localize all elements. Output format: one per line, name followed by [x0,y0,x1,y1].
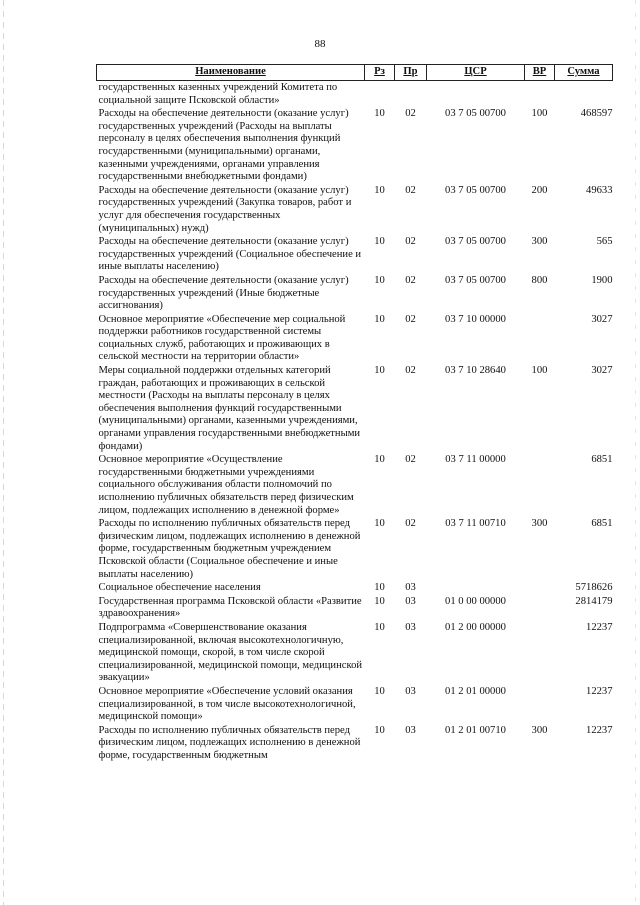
row-pr: 02 [405,454,416,466]
row-sum: 12237 [586,685,613,697]
row-rz: 10 [374,685,385,697]
row-sum: 5718626 [575,582,613,594]
row-name: Расходы по исполнению публичных обязательств перед физическим лицом, подлежащих исполнению в денежной форме, государственным бюджетным [98,724,361,761]
row-rz: 10 [374,365,385,377]
row-csr [427,81,525,108]
row-sum: 6851 [591,518,613,530]
row-name: Расходы на обеспечение деятельности (оказание услуг) государственных учреждений (Расходы на выплаты персоналу в целях обеспечения выполнения функций государственными (муниципальными) органами, казенными учреждениями, органами управления государственными внебюджетными фондами) [98,108,349,183]
table-row [97,453,613,517]
page-number: 88 [314,38,326,50]
row-name: Расходы на обеспечение деятельности (оказание услуг) государственных учреждений (Закупка товаров, работ и услуг для обеспечения государственных (муниципальных) нужд) [98,184,352,234]
row-name: Государственная программа Псковской области «Развитие здравоохранения» [98,595,362,620]
row-sum: 12237 [586,724,613,736]
row-vr [525,595,555,621]
row-vr [525,453,555,517]
row-vr [525,685,555,724]
row-vr: 300 [531,724,548,736]
row-pr: 03 [405,621,416,633]
row-name: Расходы по исполнению публичных обязательств перед физическим лицом, подлежащих исполнению в денежной форме, государственным бюджетным учреждением Псковской области (Социальное обеспечение и иные выплаты населению) [98,518,361,580]
row-rz: 10 [374,724,385,736]
table-row [97,621,613,685]
table-header-row [97,65,613,81]
table-row [97,81,613,108]
row-name: Социальное обеспечение населения [98,582,261,594]
row-csr [427,581,525,595]
row-csr: 01 2 01 00000 [445,685,506,697]
row-rz: 10 [374,236,385,248]
row-vr: 100 [531,365,548,377]
row-sum: 565 [596,236,613,248]
row-name: Меры социальной поддержки отдельных категорий граждан, работающих и проживающих в сельской местности (Расходы на выплаты персоналу в целях обеспечения выполнения функций государственными (муниципальными) органами, казенными учреждениями, органами управления государственными внебюджетными фондами) [98,365,361,452]
row-name: Расходы на обеспечение деятельности (оказание услуг) государственных учреждений (Иные бюджетные ассигнования) [98,274,349,312]
row-rz [365,81,395,108]
row-csr: 03 7 11 00000 [445,454,506,466]
row-vr [525,313,555,364]
row-name: Основное мероприятие «Обеспечение условий оказания специализированной, в том числе высокотехнологичной, медицинской помощи» [98,685,356,723]
header-csr: ЦСР [427,65,525,81]
row-vr [525,81,555,108]
row-name: Основное мероприятие «Осуществление государственными бюджетными учреждениями социального обслуживания области полномочий по исполнению публичных обязательств перед физическим лицом, подлежащих исполнению в денежной форме» [98,454,354,516]
row-name: государственных казенных учреждений Комитета по социальной защите Псковской области» [98,82,338,106]
table-row [97,595,613,621]
row-rz: 10 [374,108,385,120]
row-csr: 03 7 10 28640 [445,365,506,377]
row-rz: 10 [374,313,385,325]
table-row [97,517,613,581]
table-row [97,313,613,364]
row-vr: 800 [531,274,548,286]
row-sum: 2814179 [575,595,613,607]
row-csr: 03 7 10 00000 [445,313,506,325]
row-sum: 12237 [586,621,613,633]
row-pr: 02 [405,518,416,530]
row-vr: 300 [531,236,548,248]
header-vr: ВР [525,65,555,81]
row-vr: 100 [531,108,548,120]
table-row [97,364,613,453]
table-row [97,107,613,184]
row-csr: 01 2 00 00000 [445,621,506,633]
row-vr: 200 [531,184,548,196]
row-pr: 02 [405,313,416,325]
row-vr: 300 [531,518,548,530]
header-name: Наименование [97,65,365,81]
row-sum: 468597 [580,108,613,120]
row-sum: 1900 [591,274,613,286]
row-rz: 10 [374,454,385,466]
row-rz: 10 [374,274,385,286]
row-name: Основное мероприятие «Обеспечение мер социальной поддержки работников государственной системы социальных служб, работающих и проживающих в сельской местности на территории области» [98,313,346,363]
row-csr: 03 7 11 00710 [445,518,506,530]
row-pr: 03 [405,685,416,697]
scan-edge-right [635,0,636,905]
row-pr: 02 [405,184,416,196]
scan-edge-left [3,0,4,905]
table-row [97,274,613,313]
header-pr: Пр [395,65,427,81]
header-sum: Сумма [555,65,613,81]
row-csr: 03 7 05 00700 [445,236,506,248]
row-csr: 03 7 05 00700 [445,108,506,120]
row-rz: 10 [374,621,385,633]
table-row [97,235,613,274]
row-rz: 10 [374,518,385,530]
row-sum: 49633 [586,184,613,196]
table-row [97,724,613,763]
row-pr: 02 [405,236,416,248]
budget-table [96,64,613,762]
row-name: Расходы на обеспечение деятельности (оказание услуг) государственных учреждений (Социальное обеспечение и иные выплаты населению) [98,236,362,273]
row-rz: 10 [374,582,385,594]
row-csr: 03 7 05 00700 [445,184,506,196]
row-pr: 03 [405,595,416,607]
row-csr: 01 0 00 00000 [445,595,506,607]
row-sum [555,81,613,108]
row-pr [395,81,427,108]
table-row [97,184,613,235]
row-pr: 03 [405,582,416,594]
row-rz: 10 [374,595,385,607]
row-vr [525,581,555,595]
row-name: Подпрограмма «Совершенствование оказания специализированной, включая высокотехнологичную, медицинской помощи, скорой, в том числе скорой специализированной, медицинской помощи, медицинской эвакуации» [98,621,363,684]
row-rz: 10 [374,184,385,196]
row-vr [525,621,555,685]
row-pr: 02 [405,365,416,377]
row-sum: 3027 [591,313,613,325]
row-pr: 02 [405,274,416,286]
header-rz: Рз [365,65,395,81]
row-csr: 03 7 05 00700 [445,274,506,286]
row-sum: 6851 [591,454,613,466]
table-row [97,685,613,724]
row-sum: 3027 [591,365,613,377]
row-csr: 01 2 01 00710 [445,724,506,736]
row-pr: 02 [405,108,416,120]
row-pr: 03 [405,724,416,736]
table-row [97,581,613,595]
